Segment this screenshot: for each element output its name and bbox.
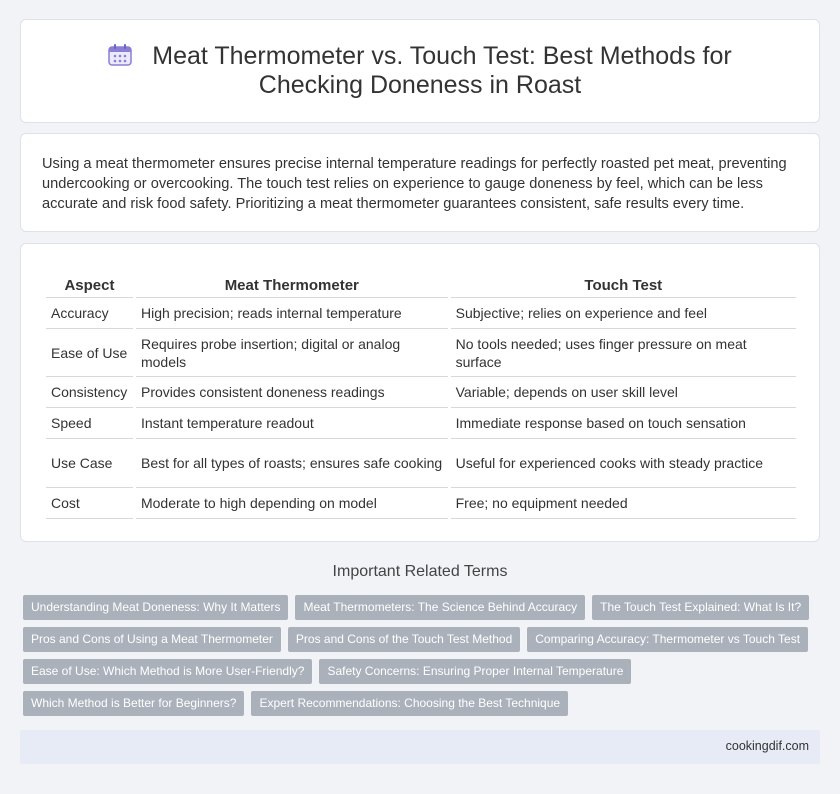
footer <box>20 730 820 764</box>
thermometer-cell: Requires probe insertion; digital or analog models <box>136 329 448 377</box>
aspect-cell: Accuracy <box>46 298 133 329</box>
touch-test-cell: Subjective; relies on experience and feel <box>451 298 796 329</box>
aspect-cell: Cost <box>46 488 133 519</box>
related-term-tag[interactable]: Which Method is Better for Beginners? <box>23 691 244 716</box>
related-term-tag[interactable]: Safety Concerns: Ensuring Proper Internal Temperature <box>319 659 631 684</box>
column-header-touch-test: Touch Test <box>451 276 796 298</box>
column-header-meat-thermometer: Meat Thermometer <box>136 276 448 298</box>
thermometer-cell: Instant temperature readout <box>136 408 448 439</box>
related-terms-heading: Important Related Terms <box>332 563 508 580</box>
touch-test-cell: Useful for experienced cooks with steady practice <box>451 439 796 488</box>
related-term-tag[interactable]: Meat Thermometers: The Science Behind Accuracy <box>295 595 585 620</box>
related-term-tag[interactable]: Expert Recommendations: Choosing the Best Technique <box>251 691 568 716</box>
thermometer-cell: Moderate to high depending on model <box>136 488 448 519</box>
table-row <box>46 408 796 439</box>
header-card <box>20 19 820 123</box>
aspect-cell: Speed <box>46 408 133 439</box>
table-row <box>46 377 796 408</box>
touch-test-cell: Immediate response based on touch sensation <box>451 408 796 439</box>
related-term-tag[interactable]: Pros and Cons of the Touch Test Method <box>288 627 520 652</box>
touch-test-cell: Variable; depends on user skill level <box>451 377 796 408</box>
page-title-text: Meat Thermometer vs. Touch Test: Best Methods for Checking Doneness in Roast <box>152 42 732 99</box>
thermometer-cell: High precision; reads internal temperature <box>136 298 448 329</box>
tag-row <box>23 659 823 691</box>
table-row <box>46 329 796 377</box>
thermometer-cell: Provides consistent doneness readings <box>136 377 448 408</box>
tag-row <box>23 691 823 723</box>
comparison-table <box>43 276 799 519</box>
thermometer-cell: Best for all types of roasts; ensures safe cooking <box>136 439 448 488</box>
intro-paragraph: Using a meat thermometer ensures precise internal temperature readings for perfectly roasted pet meat, preventing undercooking or overcooking. The touch test relies on experience to gauge doneness by feel, which can be less accurate and risk food safety. Prioritizing a meat thermometer guarantees consistent, safe results every time. <box>42 156 787 212</box>
intro-card <box>20 133 820 232</box>
touch-test-cell: Free; no equipment needed <box>451 488 796 519</box>
footer-site-link[interactable]: cookingdif.com <box>725 739 809 753</box>
related-term-tag[interactable]: Pros and Cons of Using a Meat Thermometer <box>23 627 281 652</box>
page-title <box>61 42 779 100</box>
related-term-tag[interactable]: Understanding Meat Doneness: Why It Matters <box>23 595 288 620</box>
table-row <box>46 488 796 519</box>
table-row <box>46 298 796 329</box>
aspect-cell: Consistency <box>46 377 133 408</box>
column-header-aspect: Aspect <box>46 276 133 298</box>
aspect-cell: Ease of Use <box>46 329 133 377</box>
related-term-tag[interactable]: The Touch Test Explained: What Is It? <box>592 595 809 620</box>
table-row <box>46 439 796 488</box>
tag-row <box>23 627 823 659</box>
aspect-cell: Use Case <box>46 439 133 488</box>
calendar-icon <box>108 44 134 66</box>
touch-test-cell: No tools needed; uses finger pressure on meat surface <box>451 329 796 377</box>
related-term-tag[interactable]: Comparing Accuracy: Thermometer vs Touch Test <box>527 627 808 652</box>
table-header-row <box>46 276 796 298</box>
related-terms-list <box>23 595 823 723</box>
related-term-tag[interactable]: Ease of Use: Which Method is More User-Friendly? <box>23 659 312 684</box>
comparison-table-card <box>20 243 820 542</box>
tag-row <box>23 595 823 627</box>
